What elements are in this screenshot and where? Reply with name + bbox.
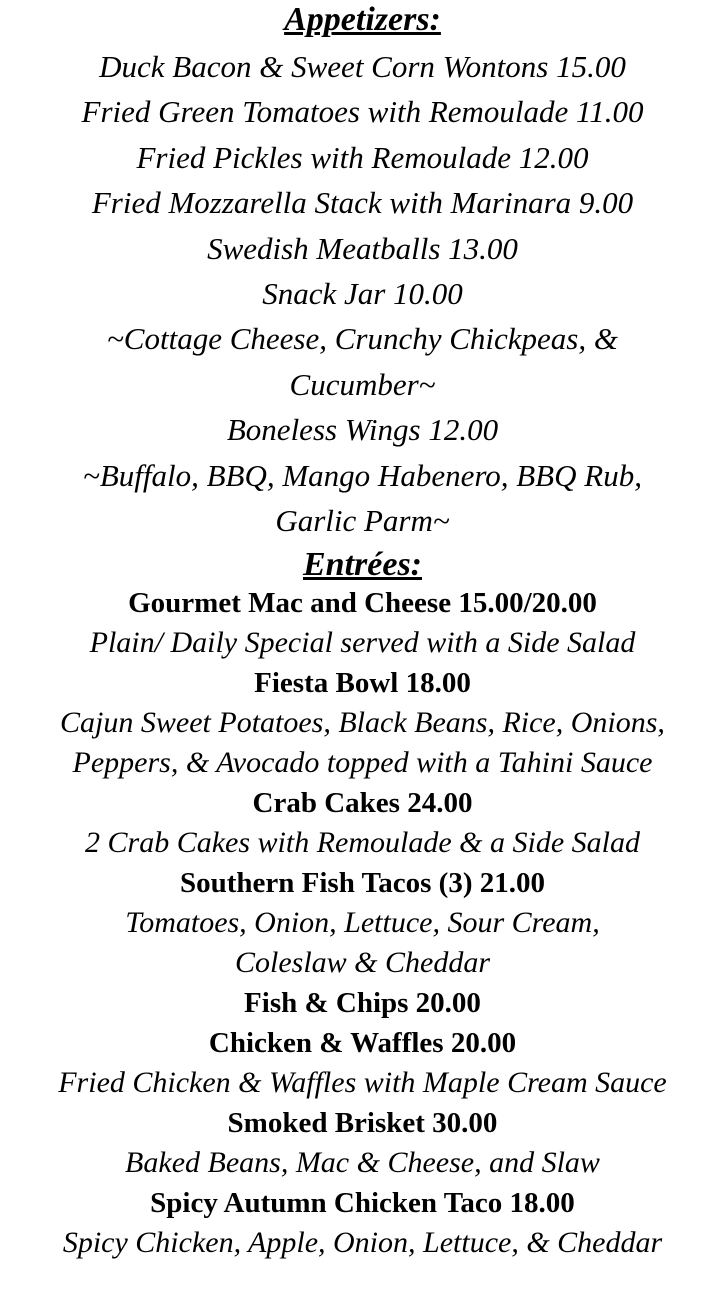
entree-title: Chicken & Waffles 20.00 — [208, 1027, 517, 1060]
entree-title: Spicy Autumn Chicken Taco 18.00 — [150, 1187, 575, 1220]
entree-description: Tomatoes, Onion, Lettuce, Sour Cream, — [125, 906, 600, 940]
entree-description: Fried Chicken & Waffles with Maple Cream Sauce — [58, 1066, 667, 1100]
entree-description: Coleslaw & Cheddar — [234, 946, 490, 980]
entrees-heading: Entrées: — [303, 546, 422, 584]
entree-title: Gourmet Mac and Cheese 15.00/20.00 — [128, 587, 597, 620]
appetizer-line: Duck Bacon & Sweet Corn Wontons 15.00 — [99, 49, 626, 84]
entree-description: Spicy Chicken, Apple, Onion, Lettuce, & Cheddar — [62, 1226, 663, 1260]
appetizers-list — [0, 44, 725, 543]
entree-description: Cajun Sweet Potatoes, Black Beans, Rice, Onions, — [60, 706, 665, 740]
appetizer-line: Snack Jar 10.00 — [262, 275, 463, 311]
entree-title: Fiesta Bowl 18.00 — [254, 667, 471, 700]
appetizer-line: ~Buffalo, BBQ, Mango Habenero, BBQ Rub, — [83, 457, 642, 493]
appetizer-line: Swedish Meatballs 13.00 — [207, 230, 518, 266]
appetizers-heading: Appetizers: — [284, 1, 441, 38]
entree-title: Southern Fish Tacos (3) 21.00 — [180, 867, 545, 900]
appetizer-line: Fried Pickles with Remoulade 12.00 — [136, 139, 589, 175]
entrees-list — [0, 583, 725, 1263]
appetizer-line: Garlic Parm~ — [275, 502, 450, 538]
entree-title: Crab Cakes 24.00 — [252, 787, 473, 820]
entree-title: Smoked Brisket 30.00 — [227, 1107, 498, 1140]
entree-title: Fish & Chips 20.00 — [244, 987, 481, 1020]
appetizer-line: ~Cottage Cheese, Crunchy Chickpeas, & — [107, 321, 618, 357]
appetizer-line: Cucumber~ — [289, 366, 436, 402]
appetizer-line: Boneless Wings 12.00 — [226, 412, 499, 448]
appetizer-line: Fried Green Tomatoes with Remoulade 11.00 — [81, 94, 644, 130]
entree-description: Plain/ Daily Special served with a Side Salad — [89, 626, 636, 660]
entree-description: 2 Crab Cakes with Remoulade & a Side Salad — [85, 826, 640, 860]
entree-description: Baked Beans, Mac & Cheese, and Slaw — [125, 1146, 600, 1180]
appetizer-line: Fried Mozzarella Stack with Marinara 9.00 — [91, 185, 634, 221]
entree-description: Peppers, & Avocado topped with a Tahini Sauce — [72, 746, 653, 780]
